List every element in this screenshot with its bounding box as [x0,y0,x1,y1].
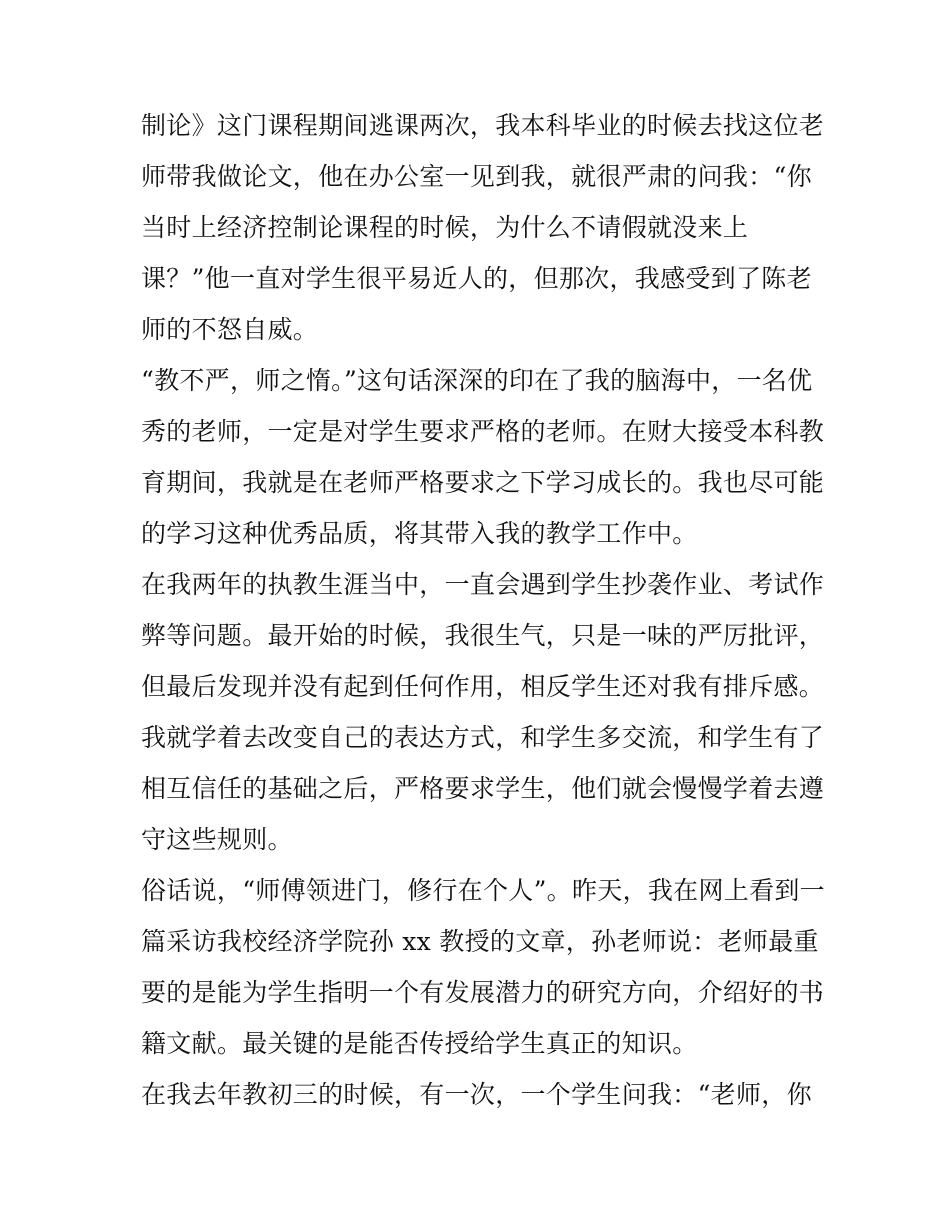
text-line: 我就学着去改变自己的表达方式，和学生多交流，和学生有了 [141,723,825,752]
text-line: 秀的老师，一定是对学生要求严格的老师。在财大接受本科教 [141,417,825,446]
paragraph [141,100,825,355]
text-line: 制论》这门课程期间逃课两次，我本科毕业的时候去找这位老 [141,111,825,140]
text-line: 在我两年的执教生涯当中，一直会遇到学生抄袭作业、考试作 [141,570,825,599]
text-line: 育期间，我就是在老师严格要求之下学习成长的。我也尽可能 [141,468,825,497]
text-line: 籍文献。最关键的是能否传授给学生真正的知识。 [141,1029,698,1058]
text-line: 课？”他一直对学生很平易近人的，但那次，我感受到了陈老 [141,264,812,293]
text-line: “教不严，师之惰。”这句话深深的印在了我的脑海中，一名优 [141,366,813,395]
text-line: 篇采访我校经济学院孙 xx 教授的文章，孙老师说：老师最重 [141,927,819,956]
text-line: 要的是能为学生指明一个有发展潜力的研究方向，介绍好的书 [141,978,825,1007]
text-line: 在我去年教初三的时候，有一次，一个学生问我：“老师，你 [141,1080,812,1109]
text-line: 弊等问题。最开始的时候，我很生气，只是一味的严厉批评， [141,621,825,650]
text-line: 相互信任的基础之后，严格要求学生，他们就会慢慢学着去遵 [141,774,825,803]
text-line: 守这些规则。 [141,825,293,854]
text-line: 师带我做论文，他在办公室一见到我，就很严肃的问我：“你 [141,162,812,191]
text-line: 当时上经济控制论课程的时候，为什么不请假就没来上 [141,213,749,242]
paragraph [141,865,825,1069]
text-line: 的学习这种优秀品质，将其带入我的教学工作中。 [141,519,698,548]
text-line: 俗话说，“师傅领进门，修行在个人”。昨天，我在网上看到一 [141,876,825,905]
text-line: 但最后发现并没有起到任何作用，相反学生还对我有排斥感。 [141,672,825,701]
paragraph [141,355,825,559]
paragraph [141,1069,814,1120]
text-line: 师的不怒自威。 [141,315,319,344]
paragraph [141,559,825,865]
